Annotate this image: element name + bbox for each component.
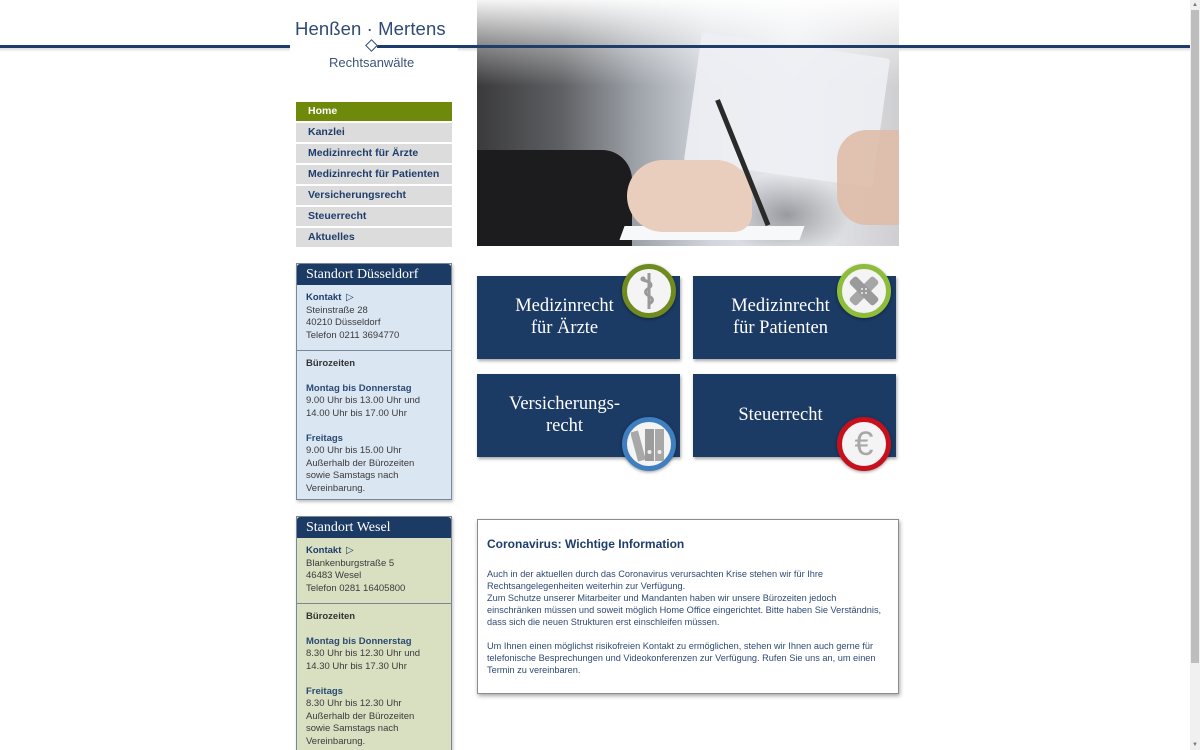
friday-label: Freitags [306, 432, 343, 444]
binders-icon[interactable] [622, 417, 676, 471]
hero-image [477, 0, 899, 246]
tile-label-line1: Versicherungs- [509, 394, 620, 414]
hours-note-3: Vereinbarung. [306, 482, 366, 494]
friday-label: Freitags [306, 685, 343, 697]
phone: Telefon 0281 16405800 [306, 582, 406, 594]
weekday-hours-2: 14.00 Uhr bis 17.00 Uhr [306, 407, 407, 419]
phone: Telefon 0211 3694770 [306, 329, 400, 341]
tile-label-line1: Medizinrecht [731, 296, 830, 316]
weekday-hours-1: 9.00 Uhr bis 13.00 Uhr und [306, 395, 421, 406]
play-arrow-icon[interactable]: ▷ [346, 292, 354, 303]
tile-label-line1: Steuerrecht [738, 405, 823, 425]
office-hours-title: Bürozeiten [306, 611, 356, 622]
office-hours-title: Bürozeiten [306, 358, 356, 369]
street: Blankenburgstraße 5 [306, 557, 395, 569]
hours-note-2: sowie Samstags nach [306, 723, 399, 734]
nav-item-kanzlei[interactable]: Kanzlei [296, 123, 452, 142]
tile-label-line2: für Patienten [732, 318, 829, 338]
caduceus-icon[interactable] [622, 264, 676, 318]
location-contact [297, 538, 451, 604]
notice-paragraph-1: Auch in der aktuellen durch das Coronavirus verursachten Krise stehen wir für Ihre Rechtsangelegenheiten weiterhin zur Verfügung. Zum Schutze unserer Mitarbeiter und Mandanten haben wir unsere Bürozeiten jedoch einschränken müssen und soweit möglich Home Office eingerichtet. Bitte haben Sie Verständnis, dass sich die neuen Strukturen erst einschleifen müssen. [487, 569, 882, 627]
logo-firm-name: Henßen · Mertens [295, 18, 446, 39]
location-box-wesel [296, 516, 452, 750]
nav-item-steuerrecht[interactable]: Steuerrecht [296, 207, 452, 226]
logo-subtitle: Rechtsanwälte [329, 55, 415, 70]
weekday-hours-1: 8.30 Uhr bis 12.30 Uhr und [306, 648, 421, 659]
friday-hours: 8.30 Uhr bis 12.30 Uhr [306, 698, 402, 709]
euro-icon[interactable]: € [837, 417, 891, 471]
street: Steinstraße 28 [306, 304, 368, 316]
contact-link[interactable]: Kontakt [306, 545, 342, 556]
location-contact [297, 285, 451, 351]
notice-title: Coronavirus: Wichtige Information [487, 537, 685, 551]
location-title: Standort Wesel [297, 517, 451, 538]
city: 46483 Wesel [306, 570, 362, 581]
tile-label-line2: recht [546, 416, 583, 436]
hours-note-3: Vereinbarung. [306, 735, 366, 747]
logo[interactable] [290, 14, 458, 74]
friday-hours: 9.00 Uhr bis 15.00 Uhr [306, 445, 402, 456]
weekday-label: Montag bis Donnerstag [306, 382, 412, 394]
office-hours [297, 604, 451, 750]
nav-item-versicherungsrecht[interactable]: Versicherungsrecht [296, 186, 452, 205]
hours-note-1: Außerhalb der Bürozeiten [306, 457, 415, 469]
hero-hand-right [837, 130, 899, 225]
hours-note-1: Außerhalb der Bürozeiten [306, 710, 415, 722]
weekday-label: Montag bis Donnerstag [306, 635, 412, 647]
tile-label-line1: Medizinrecht [515, 296, 614, 316]
contact-link[interactable]: Kontakt [306, 292, 342, 303]
hero-hand-writing [627, 160, 752, 232]
notice-paragraph-2: Um Ihnen einen möglichst risikofreien Kontakt zu ermöglichen, stehen wir Ihnen auch gerne für telefonische Besprechungen und Videokonferenzen zur Verfügung. Rufen Sie uns an, um einen Termin zu vereinbaren. [487, 641, 876, 675]
nav-item-medizinrecht-aerzte[interactable]: Medizinrecht für Ärzte [296, 144, 452, 163]
hero-rule [477, 45, 899, 48]
office-hours [297, 351, 451, 502]
location-title: Standort Düsseldorf [297, 264, 451, 285]
vertical-scrollbar[interactable] [1190, 0, 1200, 750]
corona-notice [477, 519, 899, 694]
logo-diamond-icon [365, 39, 378, 52]
hours-note-2: sowie Samstags nach [306, 470, 399, 481]
hero-sleeve [477, 150, 632, 246]
nav-item-medizinrecht-patienten[interactable]: Medizinrecht für Patienten [296, 165, 452, 184]
scrollbar-thumb[interactable] [1191, 10, 1199, 663]
city: 40210 Düsseldorf [306, 317, 381, 328]
logo-rule-right [377, 45, 458, 48]
tile-label-line2: für Ärzte [530, 318, 599, 338]
nav-item-home[interactable]: Home [296, 102, 452, 121]
location-box-duesseldorf [296, 263, 452, 500]
play-arrow-icon[interactable]: ▷ [346, 545, 354, 556]
scroll-down-arrow-icon[interactable]: ▼ [1192, 742, 1198, 748]
weekday-hours-2: 14.30 Uhr bis 17.30 Uhr [306, 660, 407, 672]
nav-item-aktuelles[interactable]: Aktuelles [296, 228, 452, 247]
bandage-icon[interactable] [837, 264, 891, 318]
scroll-up-arrow-icon[interactable]: ▲ [1192, 2, 1198, 8]
main-nav [296, 102, 452, 249]
